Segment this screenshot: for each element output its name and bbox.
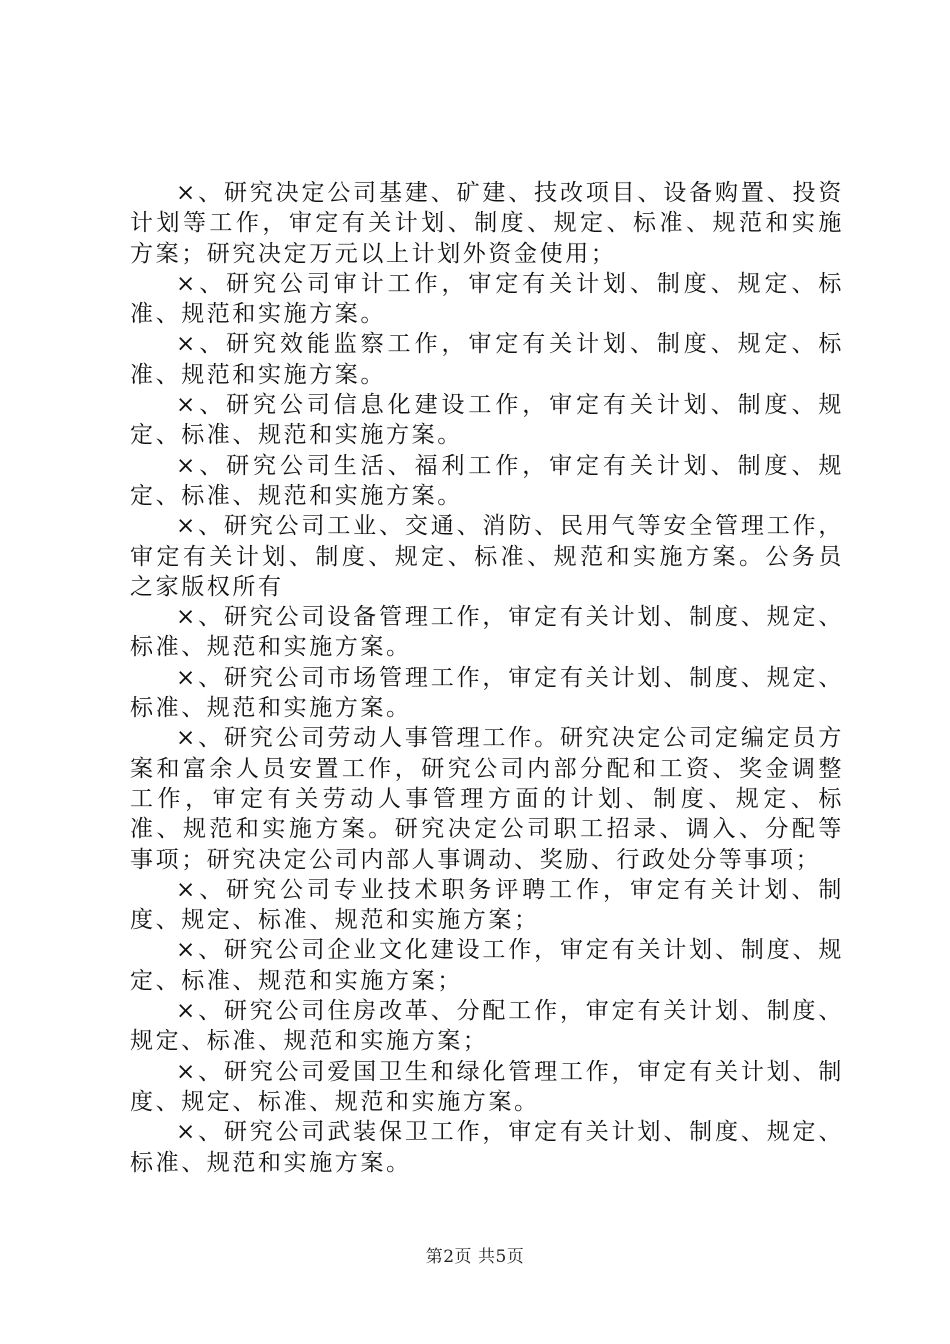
paragraph-personnel-management: ×、研究公司劳动人事管理工作。研究决定公司定编定员方案和富余人员安置工作，研究公司内部分配和工资、奖金调整工作，审定有关劳动人事管理方面的计划、制度、规定、标准、规范和实施方案。研究决定公司职工招录、调入、分配等事项；研究决定公司内部人事调动、奖励、行政处分等事项； [130,725,844,873]
paragraph-security: ×、研究公司武装保卫工作，审定有关计划、制度、规定、标准、规范和实施方案。 [130,1119,844,1176]
paragraph-efficiency-supervision: ×、研究效能监察工作，审定有关计划、制度、规定、标准、规范和实施方案。 [130,331,844,388]
paragraph-housing-reform: ×、研究公司住房改革、分配工作，审定有关计划、制度、规定、标准、规范和实施方案； [130,998,844,1055]
paragraph-equipment-management: ×、研究公司设备管理工作，审定有关计划、制度、规定、标准、规范和实施方案。 [130,604,844,661]
document-body [130,178,844,1178]
paragraph-capital-construction: ×、研究决定公司基建、矿建、技改项目、设备购置、投资计划等工作，审定有关计划、制度、规定、标准、规范和实施方案；研究决定万元以上计划外资金使用； [130,180,844,267]
paragraph-corporate-culture: ×、研究公司企业文化建设工作，审定有关计划、制度、规定、标准、规范和实施方案； [130,937,844,994]
paragraph-audit: ×、研究公司审计工作，审定有关计划、制度、规定、标准、规范和实施方案。 [130,270,844,328]
paragraph-informatization: ×、研究公司信息化建设工作，审定有关计划、制度、规定、标准、规范和实施方案。 [130,392,844,449]
paragraph-professional-titles: ×、研究公司专业技术职务评聘工作，审定有关计划、制度、规定、标准、规范和实施方案； [130,876,844,934]
paragraph-welfare: ×、研究公司生活、福利工作，审定有关计划、制度、规定、标准、规范和实施方案。 [130,452,844,509]
paragraph-safety-management: ×、研究公司工业、交通、消防、民用气等安全管理工作，审定有关计划、制度、规定、标准、规范和实施方案。公务员之家版权所有 [130,513,844,600]
paragraph-sanitation-greening: ×、研究公司爱国卫生和绿化管理工作，审定有关计划、制度、规定、标准、规范和实施方案。 [130,1058,844,1115]
paragraph-market-management: ×、研究公司市场管理工作，审定有关计划、制度、规定、标准、规范和实施方案。 [130,664,844,722]
page-number-footer: 第2页 共5页 [425,1247,525,1267]
